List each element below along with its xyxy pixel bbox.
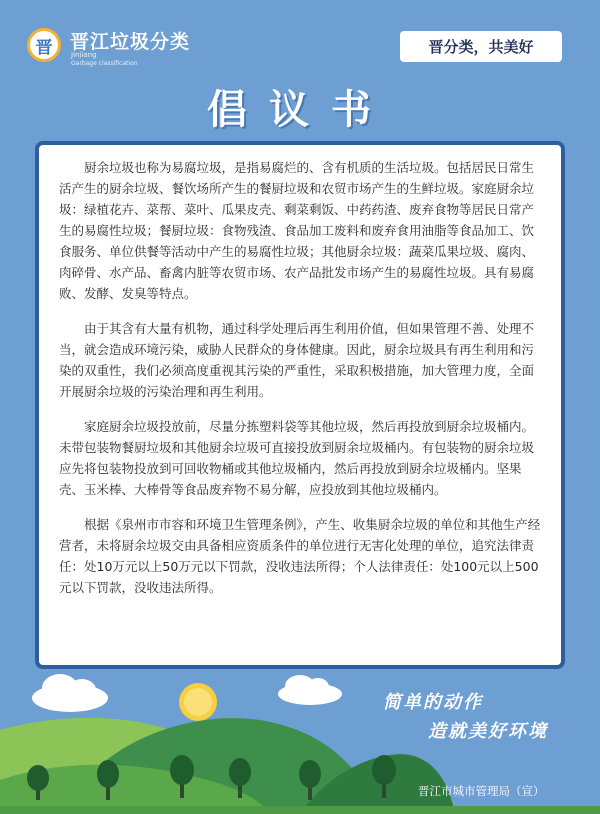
motto-line-2: 造就美好环境: [428, 721, 548, 742]
cloud-right-icon: [278, 675, 342, 705]
proposal-card: [35, 141, 565, 669]
sun-icon: [179, 683, 217, 721]
paragraph-4: 根据《泉州市市容和环境卫生管理条例》，产生、收集厨余垃圾的单位和其他生产经营者，未将厨余垃圾交由具备相应资质条件的单位进行无害化处理的单位，追究法律责任：处10万元以上50万元以下罚款，没收违法所得；个人法律责任：处100元以上500元以下罚款，没收违法所得。: [59, 517, 541, 595]
cloud-left-icon: [32, 674, 108, 712]
paragraph-1: 厨余垃圾也称为易腐垃圾，是指易腐烂的、含有机质的生活垃圾。包括居民日常生活产生的厨余垃圾、餐饮场所产生的餐厨垃圾和农贸市场产生的生鲜垃圾。家庭厨余垃圾：绿植花卉、菜帮、菜叶、瓜果皮壳、剩菜剩饭、中药药渣、废弃食物等居民日常产生的易腐性垃圾；餐厨垃圾：食物残渣、食品加工废料和废弃食用油脂等食品加工、饮食服务、单位供餐等活动中产生的易腐性垃圾；其他厨余垃圾：蔬菜瓜果垃圾、腐肉、肉碎骨、水产品、畜禽内脏等农贸市场、农产品批发市场产生的易腐性垃圾。具有易腐败、发酵、发臭等特点。: [59, 160, 535, 301]
header: [0, 0, 600, 80]
page-title: 倡议书: [207, 87, 393, 133]
paragraph-2: 由于其含有大量有机物，通过科学处理后再生利用价值，但如果管理不善、处理不当，就会造成环境污染，威胁人民群众的身体健康。因此，厨余垃圾具有再生利用和污染的双重性，我们必须高度重视其污染的严重性，采取积极措施，加大管理力度，全面开展厨余垃圾的污染治理和再生利用。: [59, 321, 535, 399]
proposal-text: [59, 157, 543, 612]
brand-subtitle-2: Garbage classification: [71, 60, 138, 67]
issuer-text: 晋江市城市管理局（宣）: [418, 784, 545, 798]
ground: [0, 806, 600, 814]
logo-icon: 晋: [27, 28, 61, 62]
brand-subtitle-1: Jinjiang: [71, 51, 97, 59]
paragraph-3: 家庭厨余垃圾投放前，尽量分拣塑料袋等其他垃圾，然后再投放到厨余垃圾桶内。未带包装物餐厨垃圾和其他厨余垃圾可直接投放到厨余垃圾桶内。有包装物的厨余垃圾应先将包装物投放到可回收物桶或其他垃圾桶内，然后再投放到厨余垃圾桶内。坚果壳、玉米棒、大棒骨等食品废弃物不易分解，应投放到其他垃圾桶内。: [59, 419, 535, 497]
slogan-badge: 晋分类，共美好: [400, 31, 562, 62]
brand-title: 晋江垃圾分类: [70, 31, 191, 53]
motto-line-1: 简单的动作: [383, 692, 483, 713]
